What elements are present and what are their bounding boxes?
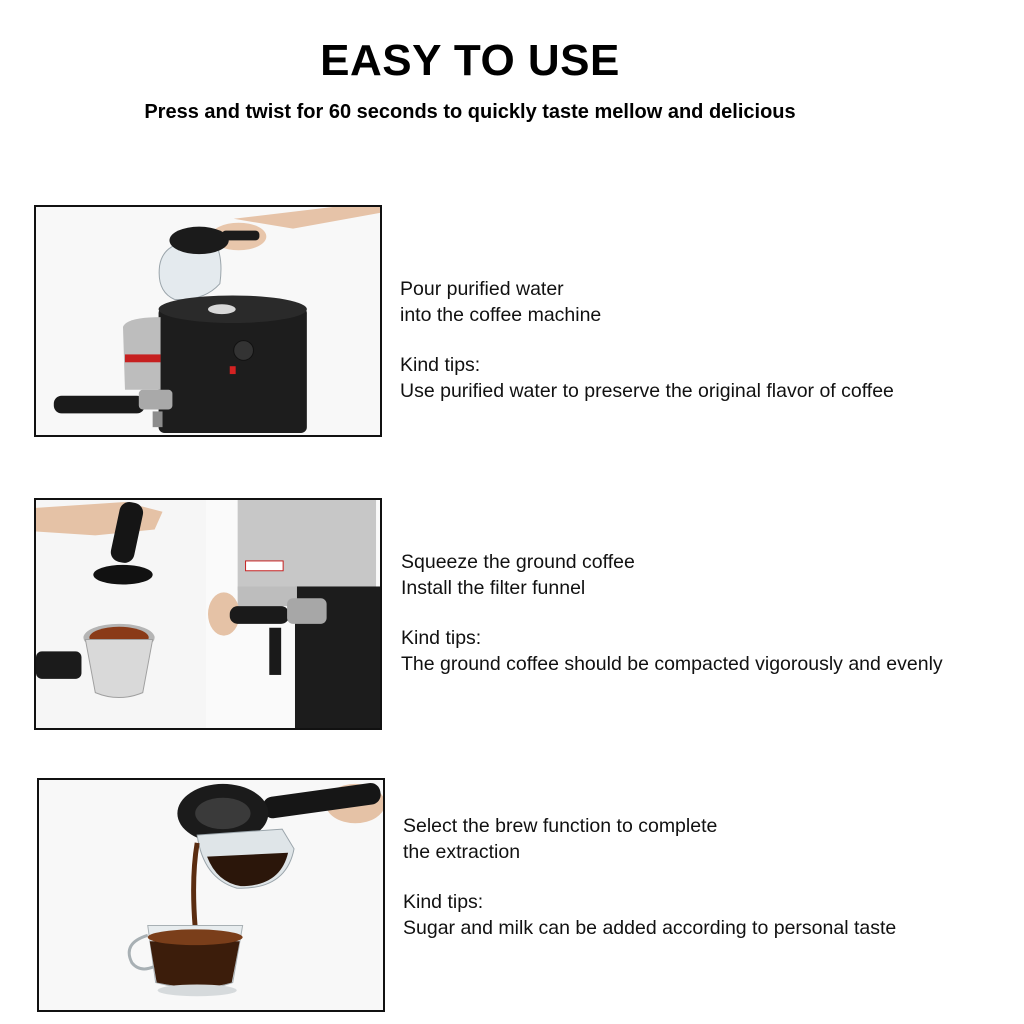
step-2-tip: The ground coffee should be compacted vigorously and evenly bbox=[401, 653, 943, 675]
step-2-text bbox=[401, 549, 943, 677]
step-1-tips-label: Kind tips: bbox=[400, 354, 481, 376]
step-3-tips-label: Kind tips: bbox=[403, 891, 484, 913]
tamp-ground-coffee-photo bbox=[34, 498, 382, 730]
step-1-instruction-line-2: into the coffee machine bbox=[400, 304, 602, 326]
coffee-machine-pour-water-photo bbox=[34, 205, 382, 437]
step-3-instruction-line-2: the extraction bbox=[403, 841, 521, 863]
page-subtitle: Press and twist for 60 seconds to quickly taste mellow and delicious bbox=[144, 101, 796, 123]
pour-coffee-into-cup-photo bbox=[37, 778, 385, 1012]
step-2-instruction-line-1: Squeeze the ground coffee bbox=[401, 551, 635, 573]
step-2-instruction-line-2: Install the filter funnel bbox=[401, 577, 586, 599]
step-1-text bbox=[400, 276, 894, 404]
step-3-instruction-line-1: Select the brew function to complete bbox=[403, 815, 718, 837]
step-1-instruction-line-1: Pour purified water bbox=[400, 278, 564, 300]
step-2-tips-label: Kind tips: bbox=[401, 627, 482, 649]
page-title: EASY TO USE bbox=[320, 36, 620, 85]
step-1-tip: Use purified water to preserve the original flavor of coffee bbox=[400, 380, 894, 402]
step-3-text bbox=[403, 813, 896, 941]
step-3-tip: Sugar and milk can be added according to personal taste bbox=[403, 917, 897, 939]
